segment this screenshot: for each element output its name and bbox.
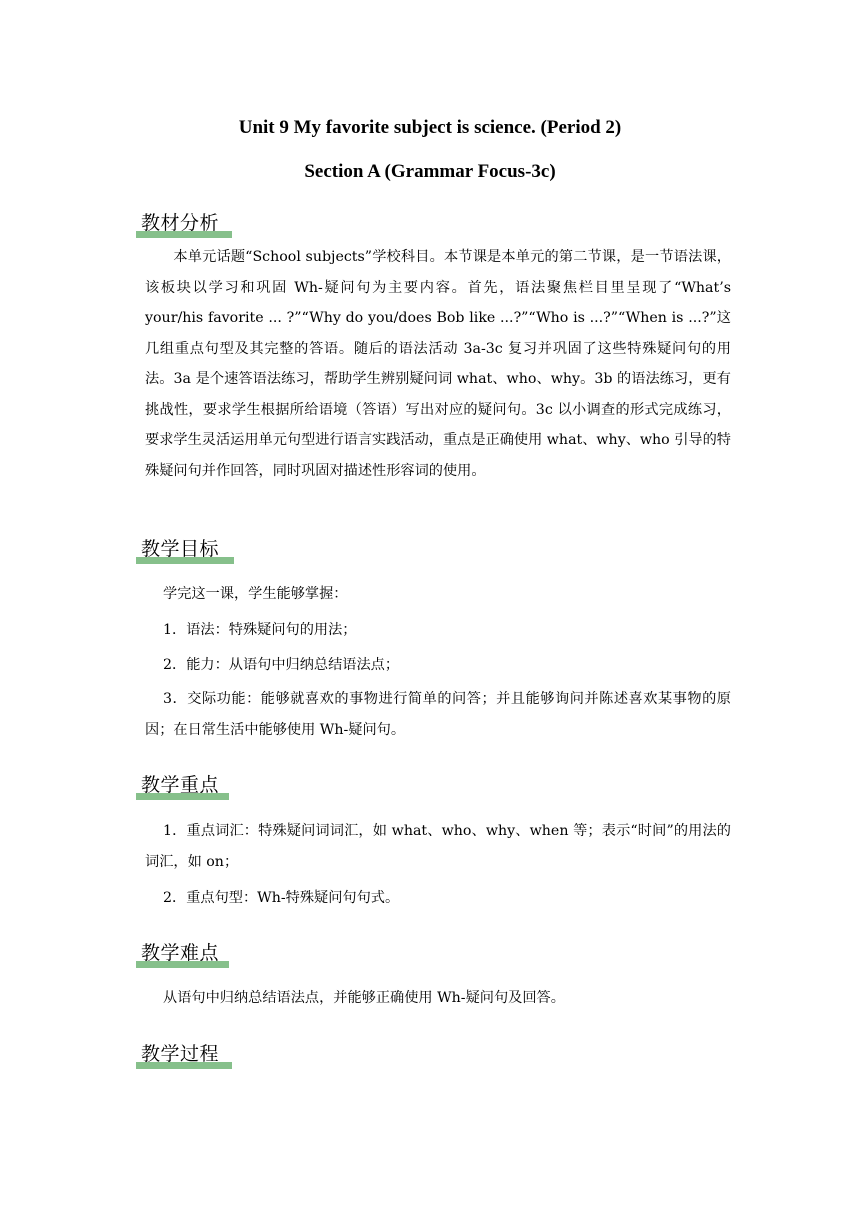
key-point-item-2: 2．重点句型：Wh-特殊疑问句句式。 [163,890,400,906]
section-heading-analysis [136,210,219,238]
heading-text: 教学过程 [141,1043,220,1065]
objective-item-1: 1．语法：特殊疑问句的用法； [163,622,357,638]
section-heading-key-points [136,772,219,800]
section-heading-objectives [136,536,219,564]
heading-text: 教学重点 [141,774,220,796]
document-subtitle: Section A (Grammar Focus-3c) [304,161,556,182]
key-point-item-1: 1．重点词汇：特殊疑问词词汇，如 what、who、why、when 等；表示“时间”的用法的词汇，如 on； [145,823,731,870]
objective-item-2: 2．能力：从语句中归纳总结语法点； [163,657,400,673]
heading-text: 教学目标 [141,538,220,560]
analysis-paragraph: 本单元话题“School subjects”学校科目。本节课是本单元的第二节课，是一节语法课，该板块以学习和巩固 Wh-疑问句为主要内容。首先，语法聚焦栏目里呈现了“What’s your/his favorite ... ?”“Why do you/does Bob like ...?”“Who is ...?”“When is ...?”这几组重点句型及其完整的答语。随后的语法活动 3a-3c 复习并巩固了这些特殊疑问句的用法。3a 是个速答语法练习，帮助学生辨别疑问词 what、who、why。3b 的语法练习，更有挑战性，要求学生根据所给语境（答语）写出对应的疑问句。3c 以小调查的形式完成练习，要求学生灵活运用单元句型进行语言实践活动，重点是正确使用 what、why、who 引导的特殊疑问句并作回答，同时巩固对描述性形容词的使用。 [145,249,731,479]
heading-text: 教材分析 [141,212,220,234]
objective-item-3: 3．交际功能：能够就喜欢的事物进行简单的问答；并且能够询问并陈述喜欢某事物的原因；在日常生活中能够使用 Wh-疑问句。 [145,691,731,738]
difficulties-text: 从语句中归纳总结语法点，并能够正确使用 Wh-疑问句及回答。 [163,990,565,1006]
heading-text: 教学难点 [141,942,220,964]
document-title: Unit 9 My favorite subject is science. (Period 2) [238,117,622,138]
objectives-intro: 学完这一课，学生能够掌握： [163,586,348,602]
section-heading-process [136,1041,219,1069]
section-heading-difficulties [136,940,219,968]
